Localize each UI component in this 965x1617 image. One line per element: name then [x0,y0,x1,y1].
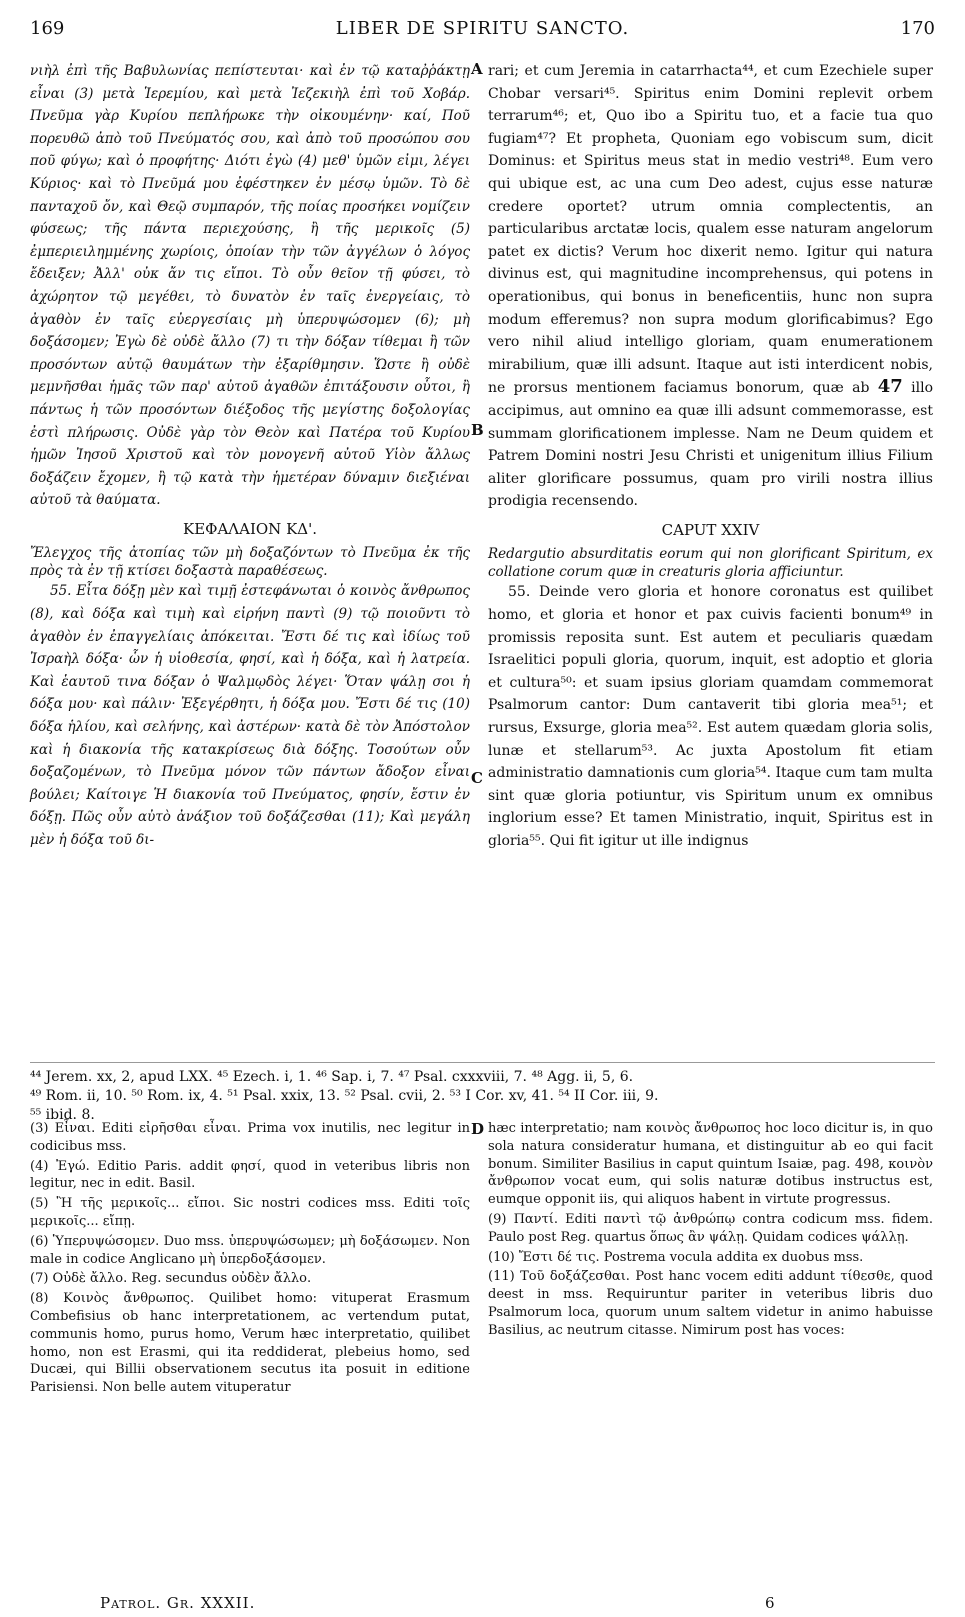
latin-paragraph-1-text: rari; et cum Jeremia in catarrhacta⁴⁴, et cum Ezechiele super Chobar versari⁴⁵. Spiritus enim Domini replevit orbem terrarum⁴⁶; et, Quo ibo a Spiritu tuo, et a facie tua quo fugiam⁴⁷? Et propheta, Quoniam ego vobiscum sum, dicit Dominus: et Spiritus meus stat in medio vestri⁴⁸. Eum vero qui ubique est, ac una cum Deo adest, cujus esse naturæ credere oportet? utrum omnia complectentis, an particularibus arctatæ locis, qualem esse naturam angelorum patet ex dictis? Verum hoc dixerit nemo. Igitur qui natura divinus est, qui magnitudine incomprehensus, qui potens in operationibus, qui bonus in beneficentiis, hunc non supra modum efferemus? non supra modum glorificabimus? Ego vero nihil aliud intelligo gloriam, quam enumerationem mirabilium, quæ illi adsunt. Itaque aut isti interdicent nobis, ne prorsus mentionem faciamus bonorum, quæ ab [488,63,933,397]
latin-paragraph-1-continuation: illo accipimus, aut omnino ea quæ illi adsunt commemorasse, est summam glorificationem implesse. Nam ne Deum quidem et Patrem Domini nostri Jesu Christi et unigenitum illius Filium aliter glorificare possumus, quam pro virili nostra illius prodigia recensendo. [488,380,934,510]
footnote-divider [30,1062,935,1063]
latin-chapter-heading: CAPUT XXIV [661,520,760,539]
page-header [30,18,935,46]
footer-volume: Patrol. Gr. XXXII. [100,1594,256,1612]
page-number-right: 170 [900,18,935,39]
note-11: (11) Τοῦ δοξάζεσθαι. Post hanc vocem editi addunt τίθεσθε, quod deest in mss. Requiruntur pariter in veteribus libris duo Psalmorum loca, quorum unum saltem videtur in animo habuisse Basilius, ac neutrum citasse. Nimirum post has voces: [488,1269,933,1338]
margin-marker-d: D [471,1120,485,1138]
reference-line-2: ⁴⁹ Rom. ii, 10. ⁵⁰ Rom. ix, 4. ⁵¹ Psal. xxix, 13. ⁵² Psal. cvii, 2. ⁵³ I Cor. xv, 41. ⁵⁴ II Cor. iii, 9. [30,1088,659,1104]
scripture-references [30,1068,935,1125]
note-8-continued: hæc interpretatio; nam κοινὸς ἄνθρωπος hoc loco dicitur is, in quo sola natura consideratur humana, et distinguitur ab eo qui facit bonum. Similiter Basilius in caput quintum Isaiæ, pag. 498, κοινὸν ἄνθρωπον vocat eum, qui solis naturæ dotibus instructus est, eumque opponit iis, qui aliquos habent in virtute progressus. [488,1121,933,1208]
footer-signature: 6 [765,1594,775,1612]
greek-chapter-summary: Ἔλεγχος τῆς ἀτοπίας τῶν μὴ δοξαζόντων τὸ Πνεῦμα ἐκ τῆς πρὸς τὰ ἐν τῇ κτίσει δοξαστὰ παραθέσεως. [30,545,470,580]
notes-right-column [488,1120,933,1342]
latin-paragraph-1 [488,60,933,513]
note-5: (5) Ἢ τῆς μερικοῖς... εἴποι. Sic nostri codices mss. Editi τοῖς μερικοῖς... εἴπῃ. [30,1196,470,1229]
latin-paragraph-2: 55. Deinde vero gloria et honore coronatus est quilibet homo, et gloria et honor et pax cuivis facienti bonum⁴⁹ in promissis reposita sunt. Est autem et peculiaris quædam Israelitici populi gloria, quorum, inquit, est adoptio et gloria et cultura⁵⁰: et suam ipsius gloriam quamdam commemorat Psalmorum cantor: Dum cantaverit tibi gloria mea⁵¹; et rursus, Exsurge, gloria mea⁵². Est autem quædam gloria solis, lunæ et stellarum⁵³. Ac juxta Apostolum fit etiam administratio damnationis cum gloria⁵⁴. Itaque cum tam multa sint quæ gloria potiuntur, vis Spiritum unum ex omnibus inglorium esse? Et tamen Ministratio, inquit, Spiritus est in gloria⁵⁵. Qui fit igitur ut ille indignus [488,584,933,849]
column-number-marker: 47 [877,376,903,398]
latin-chapter-summary: Redargutio absurditatis eorum qui non glorificant Spiritum, ex collatione corum quæ in creaturis gloria afficiuntur. [488,546,933,581]
note-7: (7) Οὐδὲ ἄλλο. Reg. secundus οὐδὲν ἄλλο. [30,1271,312,1287]
latin-column [488,60,933,853]
greek-column [30,60,470,852]
margin-marker-a: A [471,60,483,78]
margin-marker-b: B [471,421,484,439]
note-6: (6) Ὑπερυψώσομεν. Duo mss. ὑπερυψώσωμεν; μὴ δοξάσωμεν. Non male in codice Anglicano μὴ ὑπερδοξάσομεν. [30,1233,470,1267]
greek-chapter-heading: ΚΕΦΑΛΑΙΟΝ ΚΔ'. [183,519,317,538]
page-number-left: 169 [30,18,65,39]
note-9: (9) Παντί. Editi παντὶ τῷ ἀνθρώπῳ contra codicum mss. fidem. Paulo post Reg. quartus ὅπως ἂν ψάλῃ. Quidam codices ψάλλῃ. [488,1211,933,1245]
note-8: (8) Κοινὸς ἄνθρωπος. Quilibet homo: vituperat Erasmum Combefisius ob hanc interpretationem, ac vertendum putat, communis homo, purus homo, Verum hæc interpretatio, quilibet homo, non est Erasmi, qui ita reddiderat, plebeius homo, sed Ducæi, qui Billii observationem secutus ita posuit in editione Parisiensi. Non belle autem vituperatur [30,1291,470,1396]
note-10: (10) Ἔστι δέ τις. Postrema vocula addita ex duobus mss. [488,1249,864,1265]
reference-line-3: ⁵⁵ ibid. 8. [30,1107,95,1123]
note-3: (3) Εἶναι. Editi εἰρῆσθαι εἶναι. Prima vox inutilis, nec legitur in codicibus mss. [30,1121,470,1154]
note-4: (4) Ἐγώ. Editio Paris. addit φησί, quod in veteribus libris non legitur, nec in edit. Basil. [30,1158,470,1192]
running-title: LIBER DE SPIRITU SANCTO. [335,18,630,39]
notes-left-column [30,1120,470,1399]
greek-paragraph-1: νιὴλ ἐπὶ τῆς Βαβυλωνίας πεπίστευται· καὶ ἐν τῷ καταῤῥάκτῃ εἶναι (3) μετὰ Ἱερεμίου, καὶ μετὰ Ἰεζεκιὴλ ἐπὶ τοῦ Χοβάρ. Πνεῦμα γὰρ Κυρίου πεπλήρωκε τὴν οἰκουμένην· καί, Ποῦ πορευθῶ ἀπὸ τοῦ Πνεύματός σου, καὶ ἀπὸ τοῦ προσώπου σου ποῦ φύγω; καὶ ὁ προφήτης· Διότι ἐγὼ (4) μεθ' ὑμῶν εἰμι, λέγει Κύριος· καὶ τὸ Πνεῦμά μου ἐφέστηκεν ἐν μέσῳ ὑμῶν. Τὸ δὲ πανταχοῦ ὄν, καὶ Θεῷ συμπαρόν, τῆς ποίας προσήκει νομίζειν φύσεως; τῆς πάντα περιεχούσης, ἢ τῆς μερικοῖς (5) ἐμπεριειλημμένης χωρίοις, ὁποίαν τὴν τῶν ἀγγέλων ὁ λόγος ἔδειξεν; Ἀλλ' οὐκ ἄν τις εἴποι. Τὸ οὖν θεῖον τῇ φύσει, τὸ ἀχώρητον τῷ μεγέθει, τὸ δυνατὸν ἐν ταῖς ἐνεργείαις, τὸ ἀγαθὸν ἐν ταῖς εὐεργεσίαις μὴ ὑπερυψώσομεν (6); μὴ δοξάσομεν; Ἐγὼ δὲ οὐδὲ ἄλλο (7) τι τὴν δόξαν τίθεμαι ἢ τῶν προσόντων αὐτῷ θαυμάτων τὴν ἐξαρίθμησιν. Ὥστε ἢ οὐδὲ μεμνῆσθαι ἡμᾶς τῶν παρ' αὐτοῦ ἀγαθῶν ἐπιτάξουσιν οὗτοι, ἢ πάντως ἡ τῶν προσόντων διέξοδος τῆς μεγίστης δοξολογίας ἐστὶ πλήρωσις. Οὐδὲ γὰρ τὸν Θεὸν καὶ Πατέρα τοῦ Κυρίου ἡμῶν Ἰησοῦ Χριστοῦ καὶ τὸν μονογενῆ αὐτοῦ Υἱὸν ἄλλως δοξάζειν ἔχομεν, ἢ τῷ κατὰ τὴν ἡμετέραν δύναμιν διεξιέναι αὐτοῦ τὰ θαύματα. [30,63,470,509]
margin-marker-c: C [471,769,483,787]
greek-paragraph-2: 55. Εἶτα δόξῃ μὲν καὶ τιμῇ ἐστεφάνωται ὁ κοινὸς ἄνθρωπος (8), καὶ δόξα καὶ τιμὴ καὶ εἰρήνη παντὶ (9) τῷ ποιοῦντι τὸ ἀγαθὸν ἐν ἐπαγγελίαις ἀπόκειται. Ἔστι δέ τις καὶ ἰδίως τοῦ Ἰσραὴλ δόξα· ὧν ἡ υἱοθεσία, φησί, καὶ ἡ δόξα, καὶ ἡ λατρεία. Καὶ ἑαυτοῦ τινα δόξαν ὁ Ψαλμῳδὸς λέγει· Ὅταν ψάλῃ σοι ἡ δόξα μου· καὶ πάλιν· Ἐξεγέρθητι, ἡ δόξα μου. Ἔστι δέ τις (10) δόξα ἡλίου, καὶ σελήνης, καὶ ἀστέρων· κατὰ δὲ τὸν Ἀπόστολον καὶ ἡ διακονία τῆς κατακρίσεως διὰ δόξης. Τοσούτων οὖν δοξαζομένων, τὸ Πνεῦμα μόνον τῶν πάντων ἄδοξον εἶναι βούλει; Καίτοιγε Ἡ διακονία τοῦ Πνεύματος, φησίν, ἔστιν ἐν δόξῃ. Πῶς οὖν αὐτὸ ἀνάξιον τοῦ δοξάζεσθαι (11); Καὶ μεγάλη μὲν ἡ δόξα τοῦ δι- [30,583,470,848]
reference-line-1: ⁴⁴ Jerem. xx, 2, apud LXX. ⁴⁵ Ezech. i, 1. ⁴⁶ Sap. i, 7. ⁴⁷ Psal. cxxxviii, 7. ⁴⁸ Agg. ii, 5, 6. [30,1069,634,1085]
